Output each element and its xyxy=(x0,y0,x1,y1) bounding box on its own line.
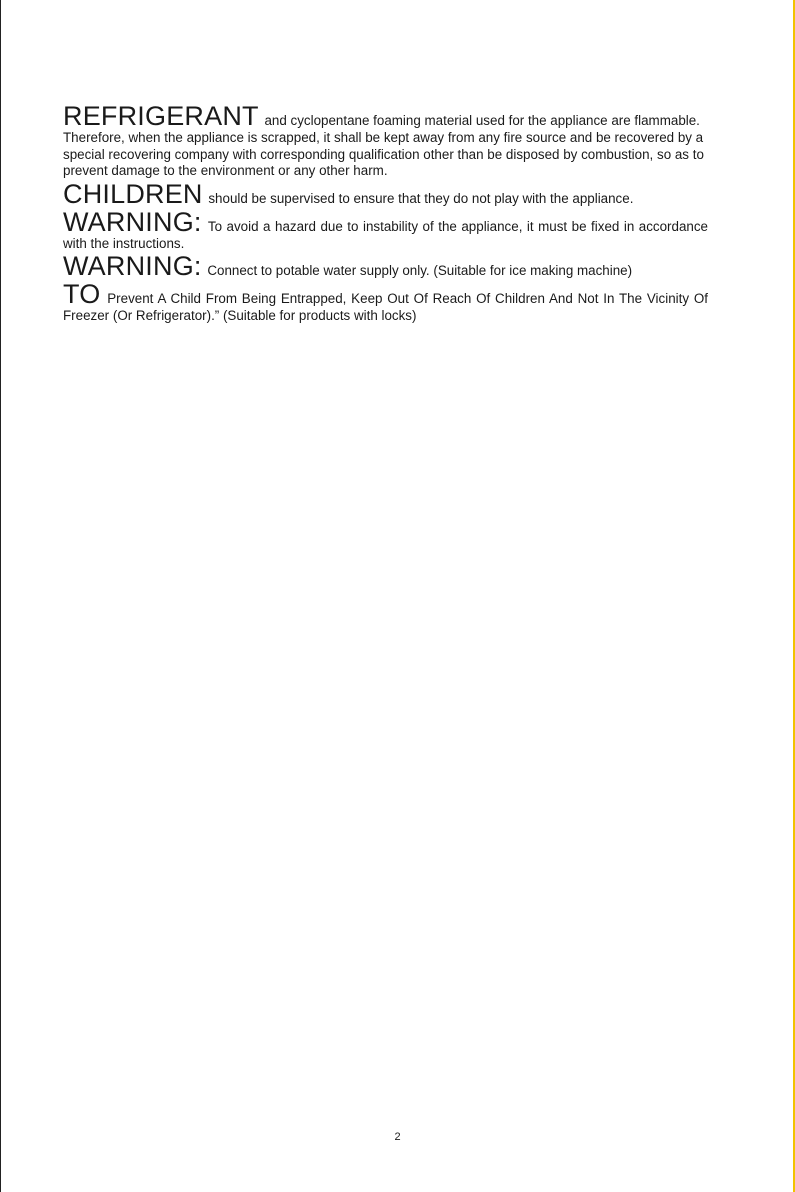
children-heading: CHILDREN xyxy=(63,178,203,209)
refrigerant-text: and cyclopentane foaming material used for the appliance are flammable. Therefore, when the appliance is scrapped, it shall be kept away from any fire source and be recovered by a special recovering company with corresponding qualification other than be disposed by combustion, so as to prevent damage to the environment or any other harm. xyxy=(63,113,704,178)
entrapment-note xyxy=(63,281,708,325)
water-warning-text: Connect to potable water supply only. (Suitable for ice making machine) xyxy=(207,263,633,278)
water-warning-heading: WARNING: xyxy=(63,251,202,281)
entrapment-heading: TO xyxy=(63,279,101,309)
children-text: should be supervised to ensure that they do not play with the appliance. xyxy=(208,190,634,206)
safety-notes xyxy=(63,103,708,326)
children-note xyxy=(63,178,708,209)
entrapment-text: Prevent A Child From Being Entrapped, Keep Out Of Reach Of Children And Not In The Vicinity Of Freezer (Or Refrigerator).” (Suitable for products with locks) xyxy=(63,291,708,323)
refrigerant-heading: REFRIGERANT xyxy=(63,101,259,131)
stability-warning-heading: WARNING: xyxy=(63,206,202,237)
stability-warning xyxy=(63,206,709,253)
water-warning xyxy=(63,253,708,280)
stability-warning-text: To avoid a hazard due to instability of the appliance, it must be fixed in accordance with the instructions. xyxy=(63,218,709,251)
refrigerant-note xyxy=(63,103,708,180)
page-left-edge xyxy=(0,0,1,1192)
page-number: 2 xyxy=(394,1131,401,1143)
